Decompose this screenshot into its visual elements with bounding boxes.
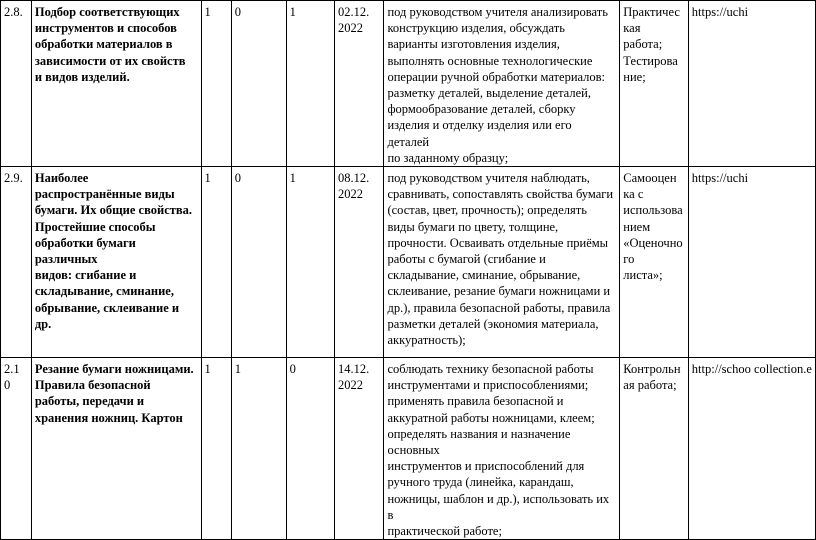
hours-total-cell: 1 xyxy=(201,167,231,358)
hours-total-cell: 1 xyxy=(201,1,231,167)
date-cell: 02.12. 2022 xyxy=(334,1,384,167)
hours-control-cell: 0 xyxy=(231,1,286,167)
activities-cell: под руководством учителя наблюдать, сравнивать, сопоставлять свойства бумаги (состав, цвет, прочность); определять виды бумаги по цвету, толщине, прочности. Осваивать отдельные приёмы работы с бумагой (сгибание и складывание, сминание, обрывание, склеивание, резание бумаги ножницами и др.), правила безопасной работы, правила разметки деталей (экономия материала, аккуратность); xyxy=(384,167,620,358)
row-number: 2.9. xyxy=(1,167,32,358)
table-row xyxy=(1,358,816,540)
activities-cell: соблюдать технику безопасной работы инструментами и приспособлениями; применять правила безопасной и аккуратной работы ножницами, клеем; определять названия и назначение основных инструментов и приспособлений для ручного труда (линейка, карандаш, ножницы, шаблон и др.), использовать их в практической работе; xyxy=(384,358,620,540)
row-number: 2.1 0 xyxy=(1,358,32,540)
resource-link[interactable]: http://schoo collection.e xyxy=(688,358,815,540)
topic-cell: Наиболее распространённые виды бумаги. Их общие свойства. Простейшие способы обработки бумаги различных видов: сгибание и складывание, сминание, обрывание, склеивание и др. xyxy=(31,167,201,358)
control-form-cell: Контрольн ая работа; xyxy=(620,358,689,540)
row-number: 2.8. xyxy=(1,1,32,167)
activities-cell: под руководством учителя анализировать конструкцию изделия, обсуждать варианты изготовления изделия, выполнять основные технологические операции ручной обработки материалов: разметку деталей, выделение деталей, формообразование деталей, сборку изделия и отделку изделия или его деталей по заданному образцу; xyxy=(384,1,620,167)
hours-practice-cell: 1 xyxy=(286,1,334,167)
hours-control-cell: 1 xyxy=(231,358,286,540)
table-row xyxy=(1,1,816,167)
control-form-cell: Самооцен ка с использова нием «Оценочно го листа»; xyxy=(620,167,689,358)
hours-practice-cell: 0 xyxy=(286,358,334,540)
resource-link[interactable]: https://uchi xyxy=(688,1,815,167)
date-cell: 08.12. 2022 xyxy=(334,167,384,358)
date-cell: 14.12. 2022 xyxy=(334,358,384,540)
hours-practice-cell: 1 xyxy=(286,167,334,358)
topic-cell: Подбор соответствующих инструментов и способов обработки материалов в зависимости от их свойств и видов изделий. xyxy=(31,1,201,167)
resource-link[interactable]: https://uchi xyxy=(688,167,815,358)
hours-total-cell: 1 xyxy=(201,358,231,540)
hours-control-cell: 0 xyxy=(231,167,286,358)
control-form-cell: Практичес кая работа; Тестирова ние; xyxy=(620,1,689,167)
table-row xyxy=(1,167,816,358)
topic-cell: Резание бумаги ножницами. Правила безопасной работы, передачи и хранения ножниц. Картон xyxy=(31,358,201,540)
